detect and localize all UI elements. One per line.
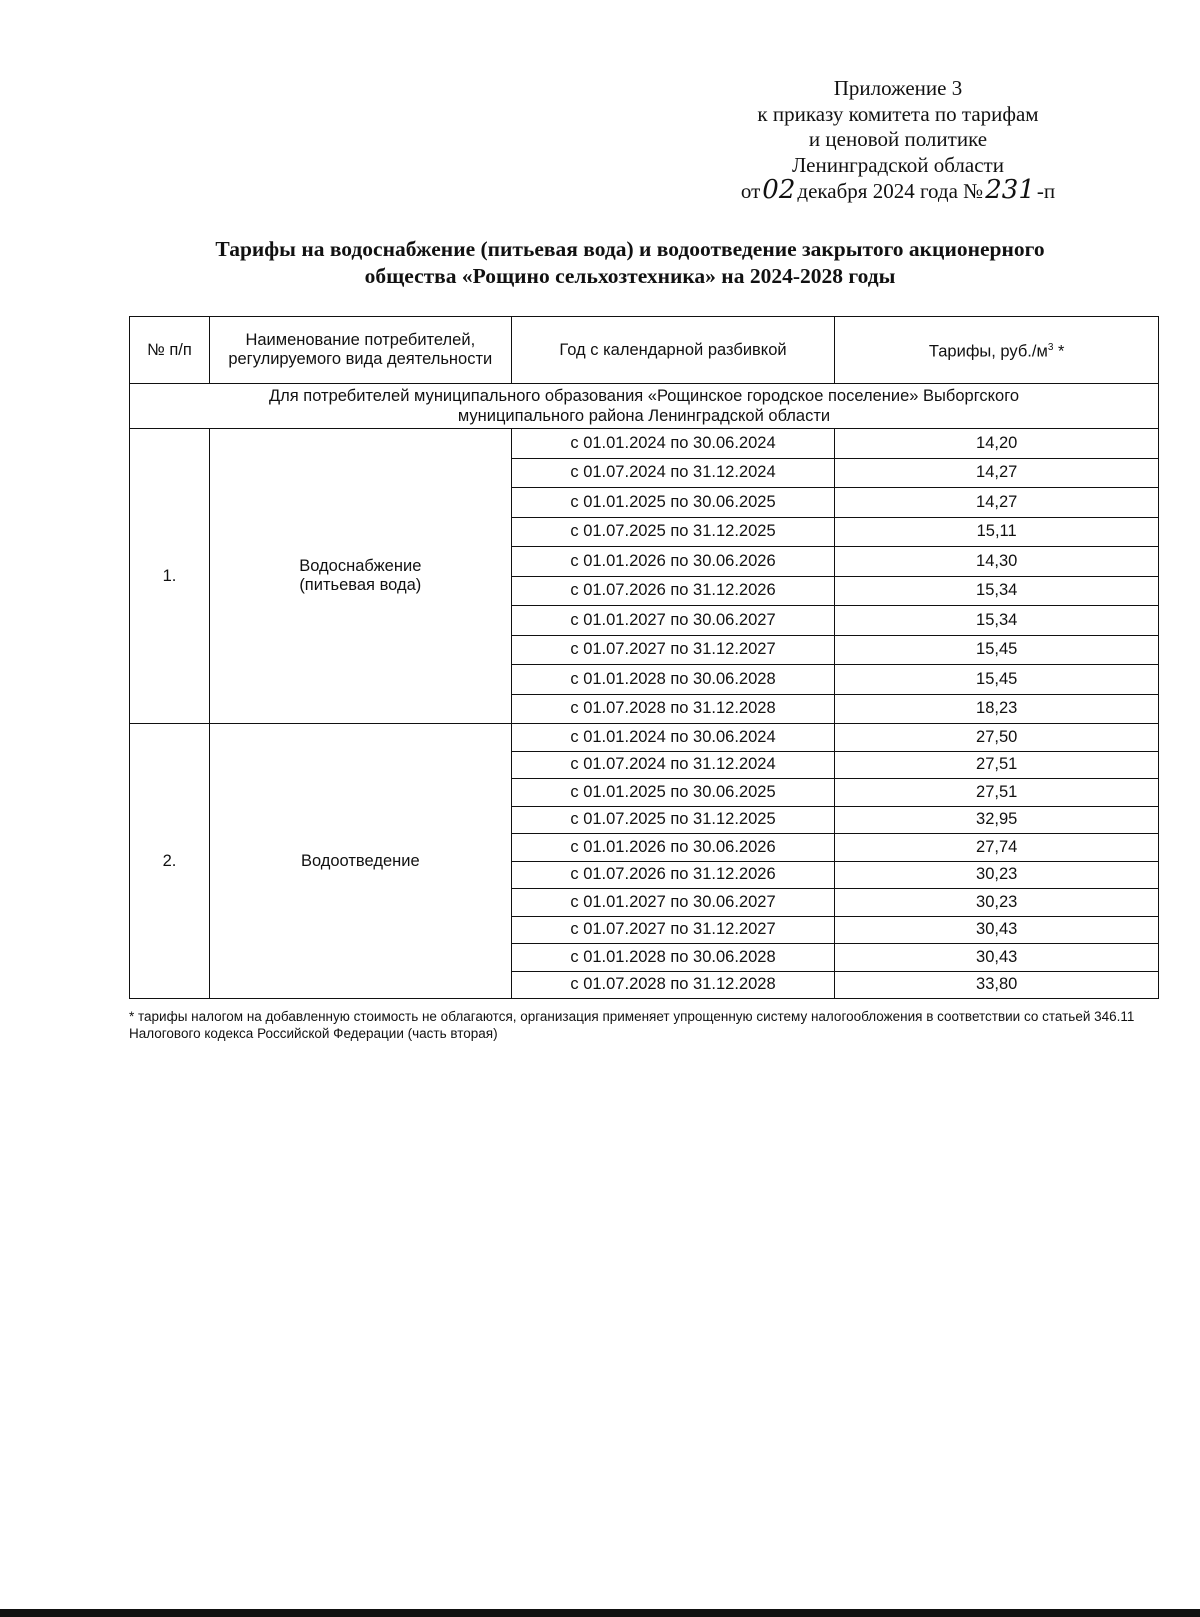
tariff-value-cell: 30,43 <box>835 944 1159 972</box>
period-cell: с 01.07.2027 по 31.12.2027 <box>511 635 835 665</box>
service-number: 1. <box>130 429 210 724</box>
table-header-row <box>130 317 1159 384</box>
service-name <box>209 429 511 724</box>
period-cell: с 01.01.2025 по 30.06.2025 <box>511 488 835 518</box>
appendix-header <box>688 76 1108 205</box>
appendix-line-4: Ленинградской области <box>792 152 1004 177</box>
period-cell: с 01.07.2028 по 31.12.2028 <box>511 971 835 999</box>
title-line-2: общества «Рощино сельхозтехника» на 2024-2028 годы <box>364 264 896 288</box>
tariff-value-cell: 15,34 <box>835 576 1159 606</box>
period-cell: с 01.01.2028 по 30.06.2028 <box>511 665 835 695</box>
period-cell: с 01.01.2025 по 30.06.2025 <box>511 779 835 807</box>
table-row <box>130 724 1159 752</box>
tariff-value-cell: 30,43 <box>835 916 1159 944</box>
tariff-value-cell: 33,80 <box>835 971 1159 999</box>
appendix-line-1: Приложение 3 <box>833 76 963 100</box>
service-name-line-1: Водоснабжение <box>299 557 422 575</box>
header-num: № п/п <box>130 317 210 384</box>
tariff-value-cell: 27,51 <box>835 751 1159 779</box>
title-line-1: Тарифы на водоснабжение (питьевая вода) и водоотведение закрытого акционерного <box>215 237 1045 261</box>
tariff-value-cell: 30,23 <box>835 889 1159 917</box>
tariff-value-cell: 15,11 <box>835 517 1159 547</box>
document-title <box>130 236 1130 290</box>
tariff-value-cell: 14,30 <box>835 547 1159 577</box>
tariff-value-cell: 14,27 <box>835 488 1159 518</box>
service-name-line-2: (питьевая вода) <box>299 576 422 594</box>
header-name: Наименование потребителей, регулируемого вида деятельности <box>209 317 511 384</box>
table-row <box>130 429 1159 459</box>
date-prefix: от <box>740 179 761 203</box>
tariff-value-cell: 27,74 <box>835 834 1159 862</box>
scan-bottom-edge <box>0 1609 1200 1617</box>
period-cell: с 01.01.2027 по 30.06.2027 <box>511 606 835 636</box>
period-cell: с 01.07.2024 по 31.12.2024 <box>511 458 835 488</box>
handwritten-order-number: 231 <box>985 175 1035 205</box>
tariff-value-cell: 27,51 <box>835 779 1159 807</box>
service-name <box>209 724 511 999</box>
period-cell: с 01.01.2026 по 30.06.2026 <box>511 547 835 577</box>
date-middle: декабря 2024 года № <box>797 179 984 203</box>
tariff-table <box>129 316 1159 999</box>
tariff-value-cell: 27,50 <box>835 724 1159 752</box>
tariff-value-cell: 18,23 <box>835 694 1159 724</box>
period-cell: с 01.07.2027 по 31.12.2027 <box>511 916 835 944</box>
tariff-value-cell: 30,23 <box>835 861 1159 889</box>
period-cell: с 01.01.2027 по 30.06.2027 <box>511 889 835 917</box>
appendix-line-3: и ценовой политике <box>808 127 988 151</box>
order-number-suffix: -п <box>1036 179 1056 203</box>
period-cell: с 01.07.2025 по 31.12.2025 <box>511 517 835 547</box>
period-cell: с 01.01.2024 по 30.06.2024 <box>511 724 835 752</box>
appendix-line-2: к приказу комитета по тарифам <box>757 101 1039 126</box>
header-tariff: Тарифы, $руб./м^3$ * <box>835 317 1159 384</box>
tariff-value-cell: 14,20 <box>835 429 1159 459</box>
tariff-value-cell: 15,34 <box>835 606 1159 636</box>
service-name-line-1: Водоотведение <box>300 851 420 870</box>
period-cell: с 01.01.2026 по 30.06.2026 <box>511 834 835 862</box>
header-period: Год с календарной разбивкой <box>511 317 835 384</box>
tariff-value-cell: 15,45 <box>835 635 1159 665</box>
period-cell: с 01.01.2024 по 30.06.2024 <box>511 429 835 459</box>
footnote: * тарифы налогом на добавленную стоимость не облагаются, организация применяет упрощенную систему налогообложения в соответствии со статьей 346.11 Налогового кодекса Российской Федерации (часть вторая) <box>129 1009 1135 1041</box>
period-cell: с 01.07.2024 по 31.12.2024 <box>511 751 835 779</box>
group-caption-row <box>130 384 1159 429</box>
period-cell: с 01.07.2025 по 31.12.2025 <box>511 806 835 834</box>
period-cell: с 01.01.2028 по 30.06.2028 <box>511 944 835 972</box>
tariff-value-cell: 14,27 <box>835 458 1159 488</box>
period-cell: с 01.07.2026 по 31.12.2026 <box>511 861 835 889</box>
order-date-line <box>688 175 1108 205</box>
tariff-value-cell: 15,45 <box>835 665 1159 695</box>
period-cell: с 01.07.2026 по 31.12.2026 <box>511 576 835 606</box>
group-caption: Для потребителей муниципального образования «Рощинское городское поселение» Выборгского муниципального района Ленинградской области <box>130 384 1159 429</box>
service-number: 2. <box>130 724 210 999</box>
handwritten-day: 02 <box>762 175 796 205</box>
period-cell: с 01.07.2028 по 31.12.2028 <box>511 694 835 724</box>
tariff-value-cell: 32,95 <box>835 806 1159 834</box>
